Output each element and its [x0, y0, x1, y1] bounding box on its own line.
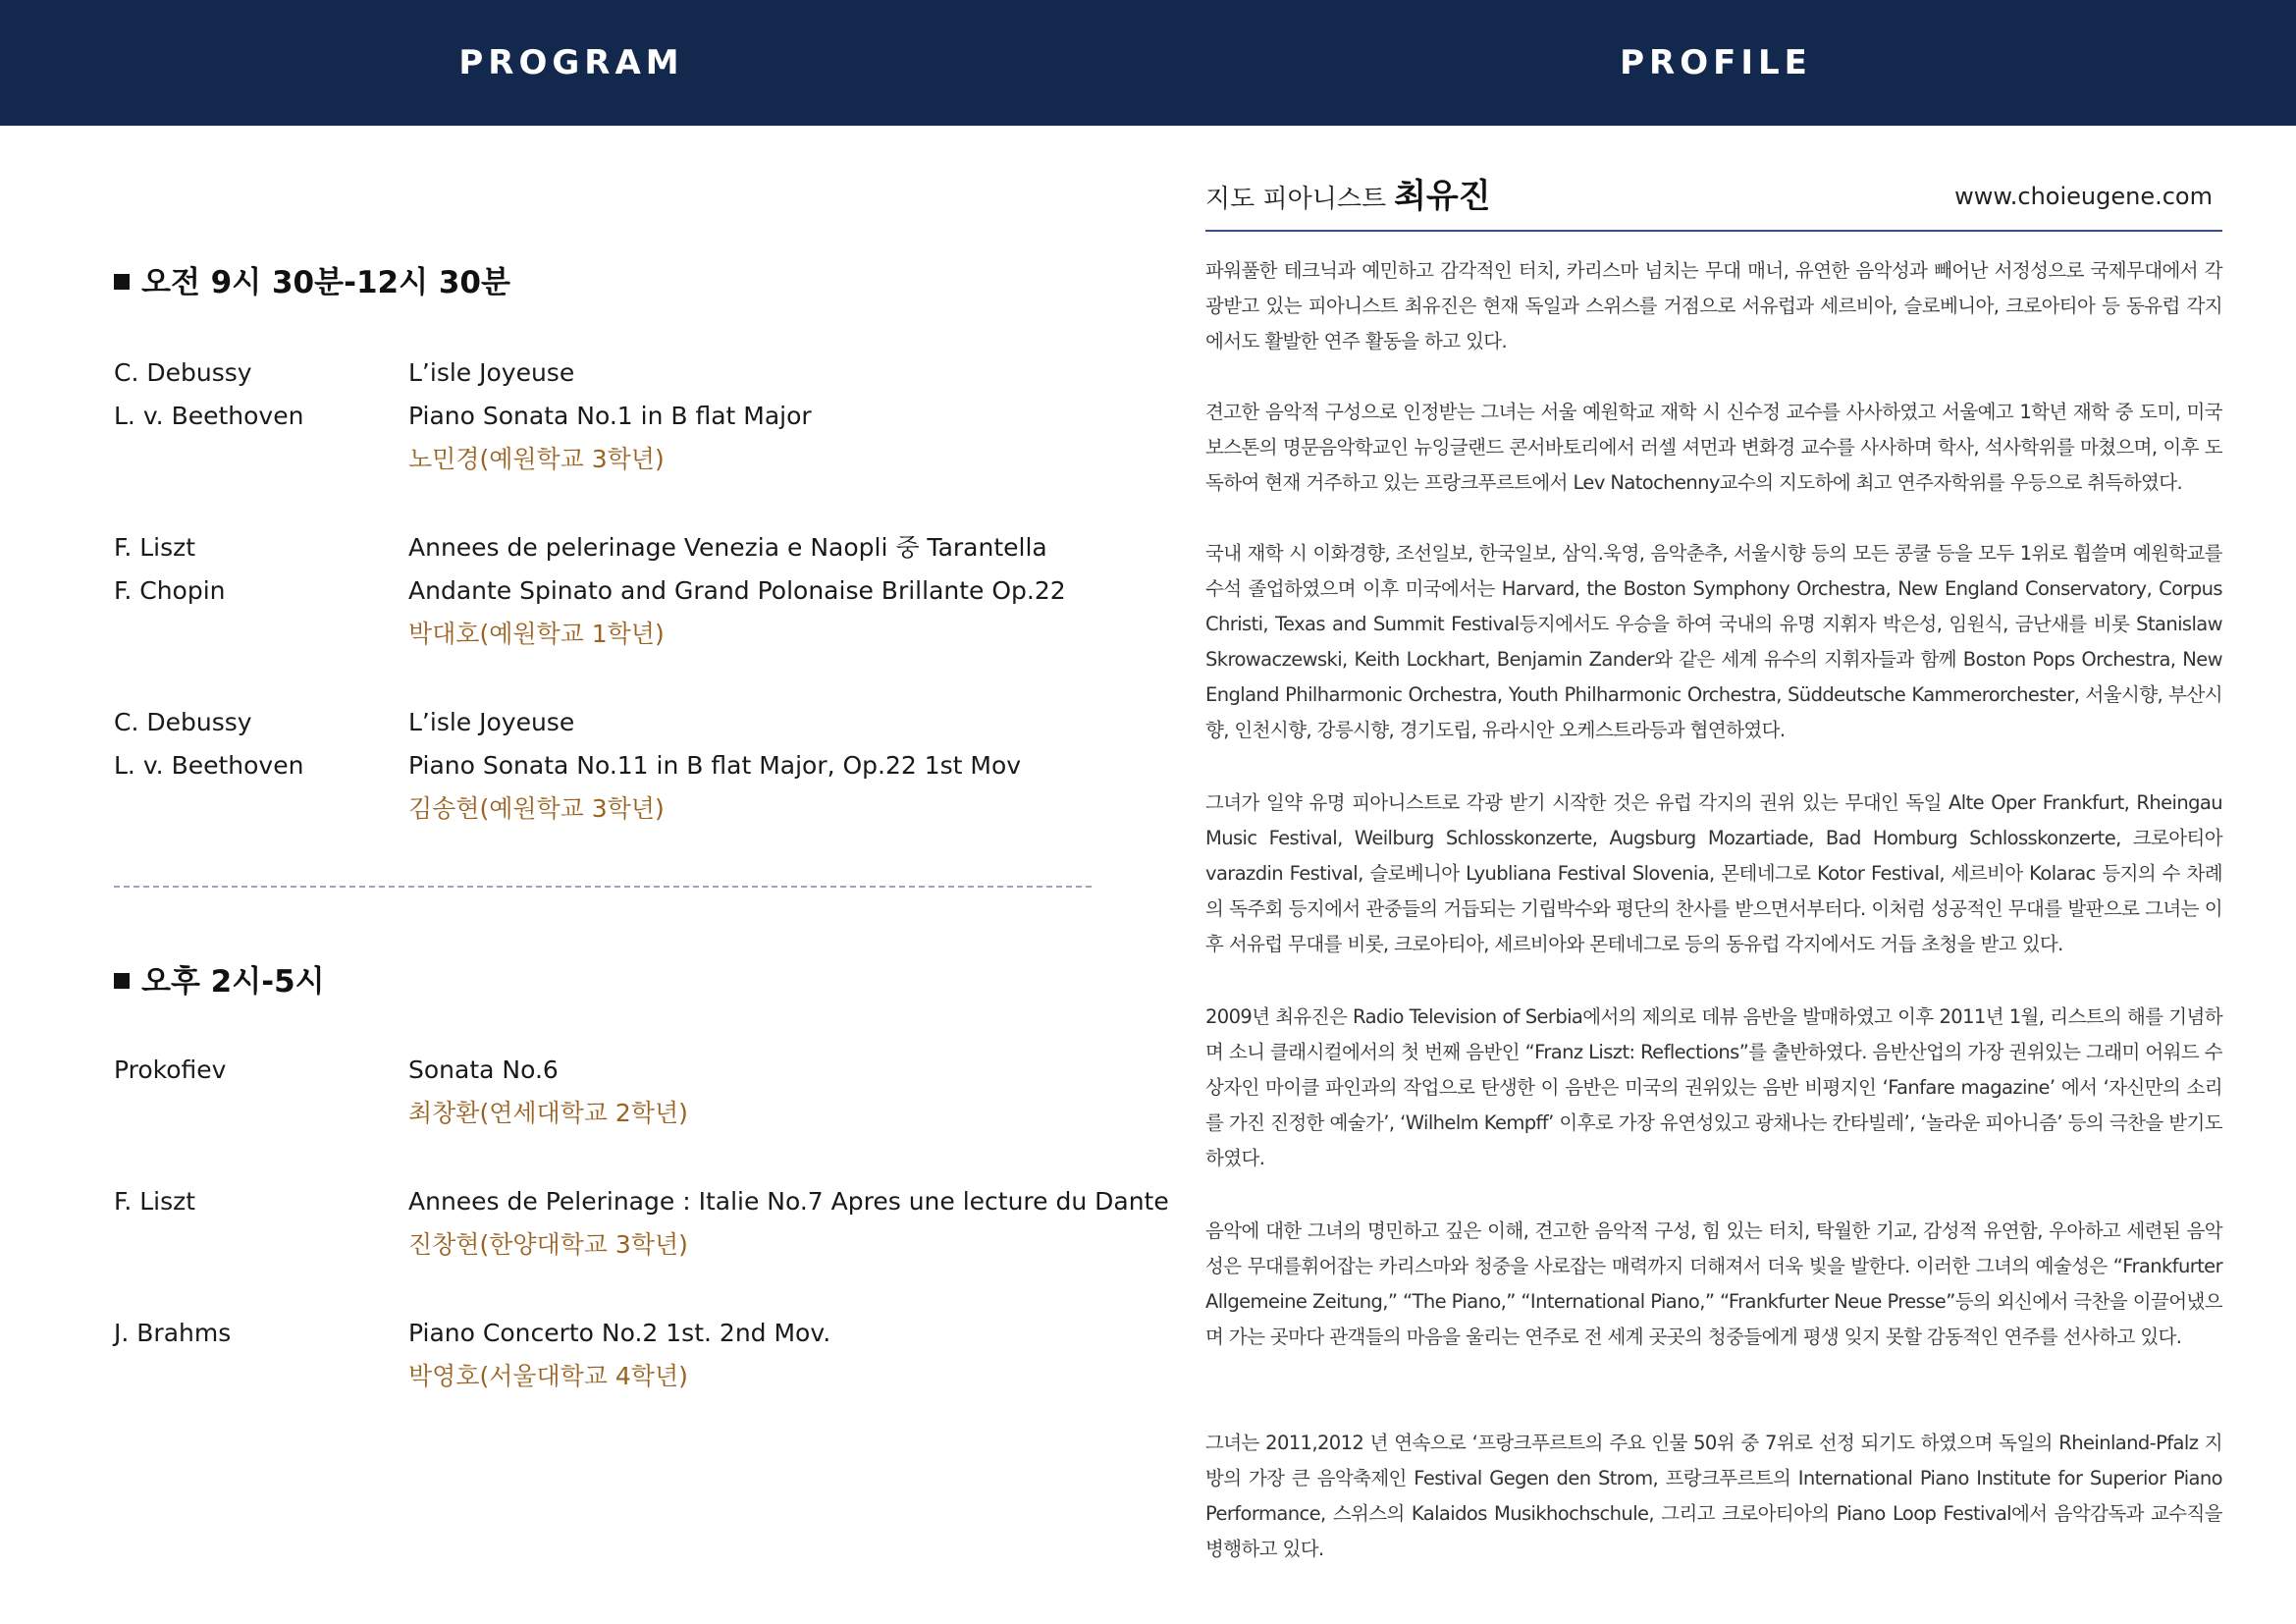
program-heading: PROGRAM — [458, 43, 684, 82]
section-divider — [114, 886, 1092, 888]
bio-paragraph-1: 파워풀한 테크닉과 예민하고 감각적인 터치, 카리스마 넘치는 무대 매너, 유연한 음악성과 빼어난 서정성으로 국제무대에서 각광받고 있는 피아니스트 최유진은 현재 독일과 스위스를 거점으로 서유럽과 세르비아, 슬로베니아, 크로아티아 등 동유럽 각지에서도 활발한 연주 활동을 하고 있다. — [1205, 259, 2222, 352]
composer: F. Chopin — [114, 576, 226, 605]
work-title: Annees de pelerinage Venezia e Naopli 중 Tarantella — [408, 533, 1047, 562]
work-title: L’isle Joyeuse — [408, 358, 575, 387]
profile-role: 지도 피아니스트 최유진 — [1205, 177, 1491, 216]
profile-website-link[interactable]: www.choieugene.com — [1954, 183, 2213, 210]
program-column — [114, 0, 1169, 1624]
composer: C. Debussy — [114, 708, 252, 736]
profile-column — [1205, 0, 2222, 1624]
work-title: Piano Sonata No.1 in B flat Major — [408, 402, 812, 430]
composer: C. Debussy — [114, 358, 252, 387]
bio-paragraph-4: 그녀가 일약 유명 피아니스트로 각광 받기 시작한 것은 유럽 각지의 권위 있는 무대인 독일 Alte Oper Frankfurt, Rheingau Music Festival, Weilburg Schlosskonzerte, Augsburg Mozartiade, Bad Homburg Schlosskonzerte, 크로아티아 varazdin Festival, 슬로베니아 Lyubliana Festival Slovenia, 몬테네그로 Kotor Festival, 세르비아 Kolarac 등지의 수 차례의 독주회 등지에서 관중들의 거듭되는 기립박수와 평단의 찬사를 받으면서부터다. 이처럼 성공적인 무대를 발판으로 그녀는 이후 서유럽 무대를 비롯, 크로아티아, 세르비아와 몬테네그로 등의 동유럽 각지에서도 거듭 초청을 받고 있다. — [1205, 791, 2222, 955]
work-title: Piano Concerto No.2 1st. 2nd Mov. — [408, 1319, 831, 1347]
composer: L. v. Beethoven — [114, 751, 304, 780]
bio-paragraph-6: 음악에 대한 그녀의 명민하고 깊은 이해, 견고한 음악적 구성, 힘 있는 터치, 탁월한 기교, 감성적 유연함, 우아하고 세련된 음악성은 무대를휘어잡는 카리스마와 청중을 사로잡는 매력까지 더해져서 더욱 빛을 발한다. 이러한 그녀의 예술성은 “Frankfurter Allgemeine Zeitung,” “The Piano,” “International Piano,” “Frankfurter Neue Presse”등의 외신에서 극찬을 이끌어냈으며 가는 곳마다 관객들의 마음을 울리는 연주로 전 세계 곳곳의 청중들에게 평생 잊지 못할 감동적인 연주를 선사하고 있다. — [1205, 1219, 2222, 1348]
work-title: Piano Sonata No.11 in B flat Major, Op.22 1st Mov — [408, 751, 1022, 780]
composer: L. v. Beethoven — [114, 402, 304, 430]
composer: F. Liszt — [114, 1187, 196, 1216]
profile-header-rule — [1205, 230, 2222, 232]
performer: 최창환(연세대학교 2학년) — [408, 1099, 688, 1127]
performer: 박영호(서울대학교 4학년) — [408, 1362, 688, 1390]
session-morning-title: 오전 9시 30분-12시 30분 — [114, 263, 510, 302]
bio-paragraph-5: 2009년 최유진은 Radio Television of Serbia에서의 제의로 데뷰 음반을 발매하였고 이후 2011년 1월, 리스트의 해를 기념하며 소니 클래시컬에서의 첫 번째 음반인 “Franz Liszt: Reflections”를 출반하였다. 음반산업의 가장 권위있는 그래미 어워드 수상자인 마이클 파인과의 작업으로 탄생한 이 음반은 미국의 권위있는 음반 비평지인 ‘Fanfare magazine’ 에서 ‘자신만의 소리를 가진 진정한 예술가’, ‘Wilhelm Kempff’ 이후로 가장 유연성있고 광채나는 칸타빌레’, ‘놀라운 피아니즘’ 등의 극찬을 받기도 하였다. — [1205, 1005, 2222, 1169]
bio-paragraph-7: 그녀는 2011,2012 년 연속으로 ‘프랑크푸르트의 주요 인물 50위 중 7위로 선정 되기도 하였으며 독일의 Rheinland-Pfalz 지방의 가장 큰 음악축제인 Festival Gegen den Strom, 프랑크푸르트의 International Piano Institute for Superior Piano Performance, 스위스의 Kalaidos Musikhochschule, 그리고 크로아티아의 Piano Loop Festival에서 음악감독과 교수직을 병행하고 있다. — [1205, 1432, 2222, 1560]
work-title: Sonata No.6 — [408, 1056, 559, 1084]
performer: 박대호(예원학교 1학년) — [408, 620, 665, 648]
profile-heading: PROFILE — [1620, 43, 1812, 82]
work-title: Annees de Pelerinage : Italie No.7 Apres une lecture du Dante — [408, 1187, 1169, 1216]
work-title: L’isle Joyeuse — [408, 708, 575, 736]
profile-header — [1205, 169, 2222, 220]
performer: 노민경(예원학교 3학년) — [408, 445, 665, 473]
profile-name: 최유진 — [1394, 177, 1491, 216]
bio-paragraph-3: 국내 재학 시 이화경향, 조선일보, 한국일보, 삼익.욱영, 음악춘추, 서울시향 등의 모든 콩쿨 등을 모두 1위로 휩쓸며 예원학교를 수석 졸업하였으며 이후 미국에서는 Harvard, the Boston Symphony Orchestra, New England Conservatory, Corpus Christi, Texas and Summit Festival등지에서도 우승을 하여 국내의 유명 지휘자 박은성, 임원식, 금난새를 비롯 Stanislaw Skrowaczewski, Keith Lockhart, Benjamin Zander와 같은 세계 유수의 지휘자들과 함께 Boston Pops Orchestra, New England Philharmonic Orchestra, Youth Philharmonic Orchestra, Süddeutsche Kammerorchester, 서울시향, 부산시향, 인천시향, 강릉시향, 경기도립, 유라시안 오케스트라등과 협연하였다. — [1205, 542, 2222, 741]
performer: 김송현(예원학교 3학년) — [408, 794, 665, 823]
session-afternoon-title: 오후 2시-5시 — [114, 962, 325, 1001]
bullet-square-icon — [114, 274, 130, 290]
performer: 진창현(한양대학교 3학년) — [408, 1230, 688, 1259]
composer: F. Liszt — [114, 533, 196, 562]
bullet-square-icon — [114, 973, 130, 989]
work-title: Andante Spinato and Grand Polonaise Brillante Op.22 — [408, 576, 1066, 605]
composer: J. Brahms — [114, 1319, 232, 1347]
composer: Prokofiev — [114, 1056, 227, 1084]
bio-paragraph-2: 견고한 음악적 구성으로 인정받는 그녀는 서울 예원학교 재학 시 신수정 교수를 사사하였고 서울예고 1학년 재학 중 도미, 미국 보스톤의 명문음악학교인 뉴잉글랜드 콘서바토리에서 러셀 셔먼과 변화경 교수를 사사하며 학사, 석사학위를 마쳤으며, 이후 도독하여 현재 거주하고 있는 프랑크푸르트에서 Lev Natochenny교수의 지도하에 최고 연주자학위를 우등으로 취득하였다. — [1205, 401, 2222, 494]
